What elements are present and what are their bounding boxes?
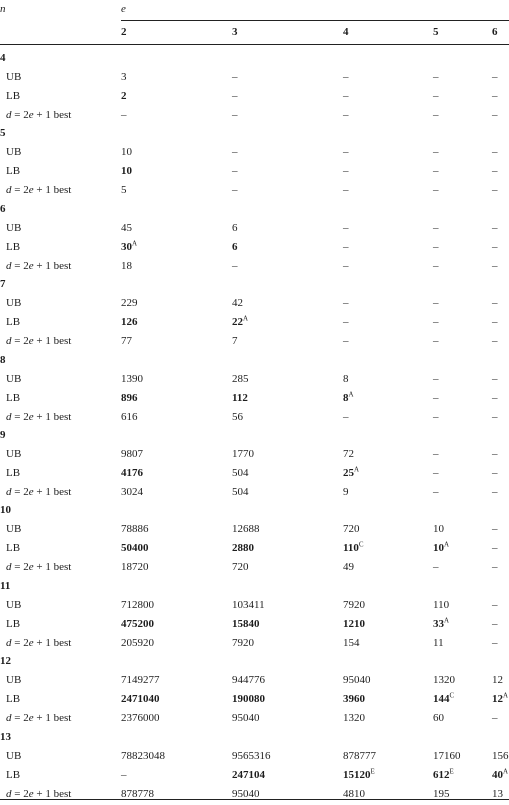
lb-cell-e2: 896	[121, 392, 138, 404]
row-label-ub: UB	[6, 523, 22, 535]
best-cell-e2: –	[121, 109, 127, 121]
lb-cell-e4: –	[343, 241, 349, 253]
superscript-note: A	[243, 314, 249, 323]
row-label-ub: UB	[6, 222, 22, 234]
lb-cell-e3: 2880	[232, 542, 254, 554]
lb-cell-e6: –	[492, 467, 498, 479]
best-cell-e6: –	[492, 109, 498, 121]
lb-cell-e6: –	[492, 618, 498, 630]
ub-cell-e5: 1320	[433, 674, 455, 686]
ub-cell-e5: –	[433, 146, 439, 158]
best-cell-e4: 9	[343, 486, 349, 498]
lb-cell-e4: 3960	[343, 693, 365, 705]
n-value: 5	[0, 127, 6, 139]
n-value: 11	[0, 580, 11, 592]
n-column-header: n	[0, 3, 6, 15]
ub-cell-e3: 6	[232, 222, 238, 234]
row-label-lb: LB	[6, 90, 21, 102]
lb-cell-e6: –	[492, 90, 498, 102]
ub-cell-e2: 9807	[121, 448, 143, 460]
lb-cell-e2: 126	[121, 316, 138, 328]
row-label-best: d = 2e + 1 best	[6, 184, 72, 196]
lb-cell-e6: $12^A$	[492, 691, 509, 705]
column-header-e4: 4	[343, 26, 349, 38]
lb-cell-e3: –	[232, 90, 238, 102]
superscript-note: C	[358, 540, 364, 549]
best-cell-e4: –	[343, 411, 349, 423]
row-label-lb: LB	[6, 769, 21, 781]
ub-cell-e4: 7920	[343, 599, 365, 611]
ub-cell-e2: 78823048	[121, 750, 165, 762]
best-cell-e3: 720	[232, 561, 249, 573]
lb-cell-e2: 4176	[121, 467, 143, 479]
best-cell-e5: –	[433, 260, 439, 272]
ub-cell-e5: –	[433, 222, 439, 234]
lb-cell-e4: $110^C$	[343, 540, 364, 554]
best-cell-e4: –	[343, 260, 349, 272]
ub-cell-e5: 10	[433, 523, 444, 535]
lb-cell-e6: –	[492, 542, 498, 554]
lb-cell-e4: 1210	[343, 618, 365, 630]
superscript-note: E	[370, 767, 375, 776]
row-label-ub: UB	[6, 297, 22, 309]
best-cell-e5: 60	[433, 712, 444, 724]
ub-cell-e2: 7149277	[121, 674, 160, 686]
best-cell-e6: –	[492, 184, 498, 196]
column-header-e3: 3	[232, 26, 238, 38]
row-label-best: d = 2e + 1 best	[6, 260, 72, 272]
lb-cell-e2: $30^A$	[121, 239, 138, 253]
best-cell-e6: –	[492, 486, 498, 498]
lb-cell-e3: 504	[232, 467, 249, 479]
lb-cell-e4: –	[343, 165, 349, 177]
best-cell-e2: 878778	[121, 788, 154, 800]
best-cell-e5: –	[433, 184, 439, 196]
best-cell-e5: 11	[433, 637, 444, 649]
best-cell-e4: 154	[343, 637, 360, 649]
lb-cell-e5: –	[433, 392, 439, 404]
best-cell-e2: 18	[121, 260, 132, 272]
n-value: 4	[0, 52, 6, 64]
lb-cell-e2: 2471040	[121, 693, 160, 705]
ub-cell-e5: –	[433, 297, 439, 309]
best-cell-e4: –	[343, 335, 349, 347]
ub-cell-e2: 78886	[121, 523, 149, 535]
ub-cell-e4: 72	[343, 448, 354, 460]
row-label-ub: UB	[6, 448, 22, 460]
lb-cell-e6: –	[492, 165, 498, 177]
ub-cell-e4: 878777	[343, 750, 376, 762]
superscript-note: A	[132, 239, 138, 248]
lb-cell-e3: –	[232, 165, 238, 177]
lb-cell-e5: $33^A$	[433, 616, 450, 630]
ub-cell-e4: 720	[343, 523, 360, 535]
ub-cell-e6: –	[492, 373, 498, 385]
ub-cell-e5: 110	[433, 599, 450, 611]
e-column-header: e	[121, 3, 126, 15]
lb-cell-e5: –	[433, 165, 439, 177]
row-label-lb: LB	[6, 241, 21, 253]
ub-cell-e6: –	[492, 222, 498, 234]
ub-cell-e2: 3	[121, 71, 127, 83]
lb-cell-e3: 6	[232, 241, 238, 253]
best-cell-e5: –	[433, 335, 439, 347]
lb-cell-e2: 10	[121, 165, 132, 177]
lb-cell-e3: $22^A$	[232, 314, 249, 328]
n-value: 8	[0, 354, 6, 366]
ub-cell-e3: 285	[232, 373, 249, 385]
ub-cell-e5: –	[433, 373, 439, 385]
row-label-lb: LB	[6, 693, 21, 705]
row-label-best: d = 2e + 1 best	[6, 335, 72, 347]
lb-cell-e5: $612^E$	[433, 767, 454, 781]
lb-cell-e4: –	[343, 316, 349, 328]
best-cell-e2: 616	[121, 411, 138, 423]
best-cell-e6: –	[492, 335, 498, 347]
superscript-note: A	[354, 465, 360, 474]
n-value: 12	[0, 655, 11, 667]
lb-cell-e3: 247104	[232, 769, 265, 781]
best-cell-e2: 77	[121, 335, 132, 347]
ub-cell-e4: –	[343, 146, 349, 158]
lb-cell-e2: –	[121, 769, 127, 781]
n-value: 10	[0, 504, 11, 516]
lb-cell-e4: $25^A$	[343, 465, 360, 479]
row-label-lb: LB	[6, 542, 21, 554]
ub-cell-e3: 1770	[232, 448, 254, 460]
ub-cell-e4: –	[343, 222, 349, 234]
n-value: 13	[0, 731, 11, 743]
lb-cell-e5: –	[433, 241, 439, 253]
ub-cell-e4: 8	[343, 373, 349, 385]
lb-cell-e2: 475200	[121, 618, 154, 630]
best-cell-e3: 56	[232, 411, 243, 423]
best-cell-e6: –	[492, 637, 498, 649]
ub-cell-e4: –	[343, 71, 349, 83]
row-label-best: d = 2e + 1 best	[6, 109, 72, 121]
lb-cell-e6: $40^A$	[492, 767, 509, 781]
lb-cell-e4: –	[343, 90, 349, 102]
superscript-note: A	[503, 767, 509, 776]
row-label-best: d = 2e + 1 best	[6, 637, 72, 649]
lb-cell-e4: $8^A$	[343, 390, 354, 404]
ub-cell-e3: –	[232, 71, 238, 83]
best-cell-e5: –	[433, 561, 439, 573]
row-label-best: d = 2e + 1 best	[6, 788, 72, 800]
best-cell-e2: 5	[121, 184, 127, 196]
best-cell-e6: –	[492, 712, 498, 724]
ub-cell-e6: –	[492, 297, 498, 309]
ub-cell-e5: –	[433, 448, 439, 460]
row-label-ub: UB	[6, 750, 22, 762]
column-header-e6: 6	[492, 26, 498, 38]
ub-cell-e3: 12688	[232, 523, 260, 535]
ub-cell-e3: 103411	[232, 599, 265, 611]
lb-cell-e5: $10^A$	[433, 540, 450, 554]
lb-cell-e3: 112	[232, 392, 248, 404]
best-cell-e6: 13	[492, 788, 503, 800]
best-cell-e5: –	[433, 109, 439, 121]
n-value: 9	[0, 429, 6, 441]
ub-cell-e6: –	[492, 523, 498, 535]
superscript-note: A	[444, 616, 450, 625]
ub-cell-e2: 229	[121, 297, 138, 309]
row-label-ub: UB	[6, 373, 22, 385]
ub-cell-e5: –	[433, 71, 439, 83]
ub-cell-e2: 712800	[121, 599, 154, 611]
lb-cell-e2: 50400	[121, 542, 149, 554]
best-cell-e5: –	[433, 411, 439, 423]
row-label-lb: LB	[6, 467, 21, 479]
row-label-lb: LB	[6, 392, 21, 404]
lb-cell-e5: –	[433, 467, 439, 479]
best-cell-e3: –	[232, 109, 238, 121]
best-cell-e4: –	[343, 109, 349, 121]
row-label-best: d = 2e + 1 best	[6, 411, 72, 423]
row-label-best: d = 2e + 1 best	[6, 486, 72, 498]
ub-cell-e6: –	[492, 448, 498, 460]
row-label-ub: UB	[6, 599, 22, 611]
best-cell-e3: 95040	[232, 788, 260, 800]
best-cell-e3: 504	[232, 486, 249, 498]
best-cell-e6: –	[492, 561, 498, 573]
row-label-ub: UB	[6, 71, 22, 83]
ub-cell-e6: 12	[492, 674, 503, 686]
superscript-note: E	[449, 767, 454, 776]
row-label-best: d = 2e + 1 best	[6, 712, 72, 724]
ub-cell-e6: –	[492, 146, 498, 158]
best-cell-e3: –	[232, 184, 238, 196]
best-cell-e6: –	[492, 411, 498, 423]
lb-cell-e2: 2	[121, 90, 127, 102]
row-label-lb: LB	[6, 165, 21, 177]
row-label-ub: UB	[6, 674, 22, 686]
n-value: 6	[0, 203, 6, 215]
ub-cell-e5: 17160	[433, 750, 461, 762]
best-cell-e2: 18720	[121, 561, 149, 573]
best-cell-e2: 2376000	[121, 712, 160, 724]
lb-cell-e3: 190080	[232, 693, 265, 705]
ub-cell-e3: 42	[232, 297, 243, 309]
lb-cell-e6: –	[492, 241, 498, 253]
best-cell-e3: 7920	[232, 637, 254, 649]
lb-cell-e5: –	[433, 316, 439, 328]
ub-cell-e4: 95040	[343, 674, 371, 686]
row-label-lb: LB	[6, 618, 21, 630]
header-rule-bottom	[0, 44, 509, 45]
lb-cell-e4: $15120^E$	[343, 767, 375, 781]
ub-cell-e3: –	[232, 146, 238, 158]
ub-cell-e3: 9565316	[232, 750, 271, 762]
ub-cell-e6: –	[492, 71, 498, 83]
best-cell-e3: 7	[232, 335, 238, 347]
ub-cell-e2: 1390	[121, 373, 143, 385]
superscript-note: A	[348, 390, 354, 399]
best-cell-e4: 4810	[343, 788, 365, 800]
superscript-note: C	[449, 691, 455, 700]
lb-cell-e3: 15840	[232, 618, 260, 630]
ub-cell-e6: 156	[492, 750, 509, 762]
lb-cell-e5: $144^C$	[433, 691, 455, 705]
ub-cell-e2: 45	[121, 222, 132, 234]
best-cell-e4: 1320	[343, 712, 365, 724]
lb-cell-e6: –	[492, 392, 498, 404]
ub-cell-e4: –	[343, 297, 349, 309]
lb-cell-e6: –	[492, 316, 498, 328]
best-cell-e4: –	[343, 184, 349, 196]
best-cell-e2: 205920	[121, 637, 154, 649]
best-cell-e5: –	[433, 486, 439, 498]
best-cell-e5: 195	[433, 788, 450, 800]
column-header-e5: 5	[433, 26, 439, 38]
ub-cell-e2: 10	[121, 146, 132, 158]
ub-cell-e6: –	[492, 599, 498, 611]
superscript-note: A	[444, 540, 450, 549]
lb-cell-e5: –	[433, 90, 439, 102]
row-label-lb: LB	[6, 316, 21, 328]
header-rule-e	[121, 20, 509, 21]
superscript-note: A	[503, 691, 509, 700]
column-header-e2: 2	[121, 26, 127, 38]
row-label-ub: UB	[6, 146, 22, 158]
best-cell-e3: 95040	[232, 712, 260, 724]
best-cell-e6: –	[492, 260, 498, 272]
best-cell-e4: 49	[343, 561, 354, 573]
best-cell-e3: –	[232, 260, 238, 272]
ub-cell-e3: 944776	[232, 674, 265, 686]
n-value: 7	[0, 278, 6, 290]
best-cell-e2: 3024	[121, 486, 143, 498]
row-label-best: d = 2e + 1 best	[6, 561, 72, 573]
